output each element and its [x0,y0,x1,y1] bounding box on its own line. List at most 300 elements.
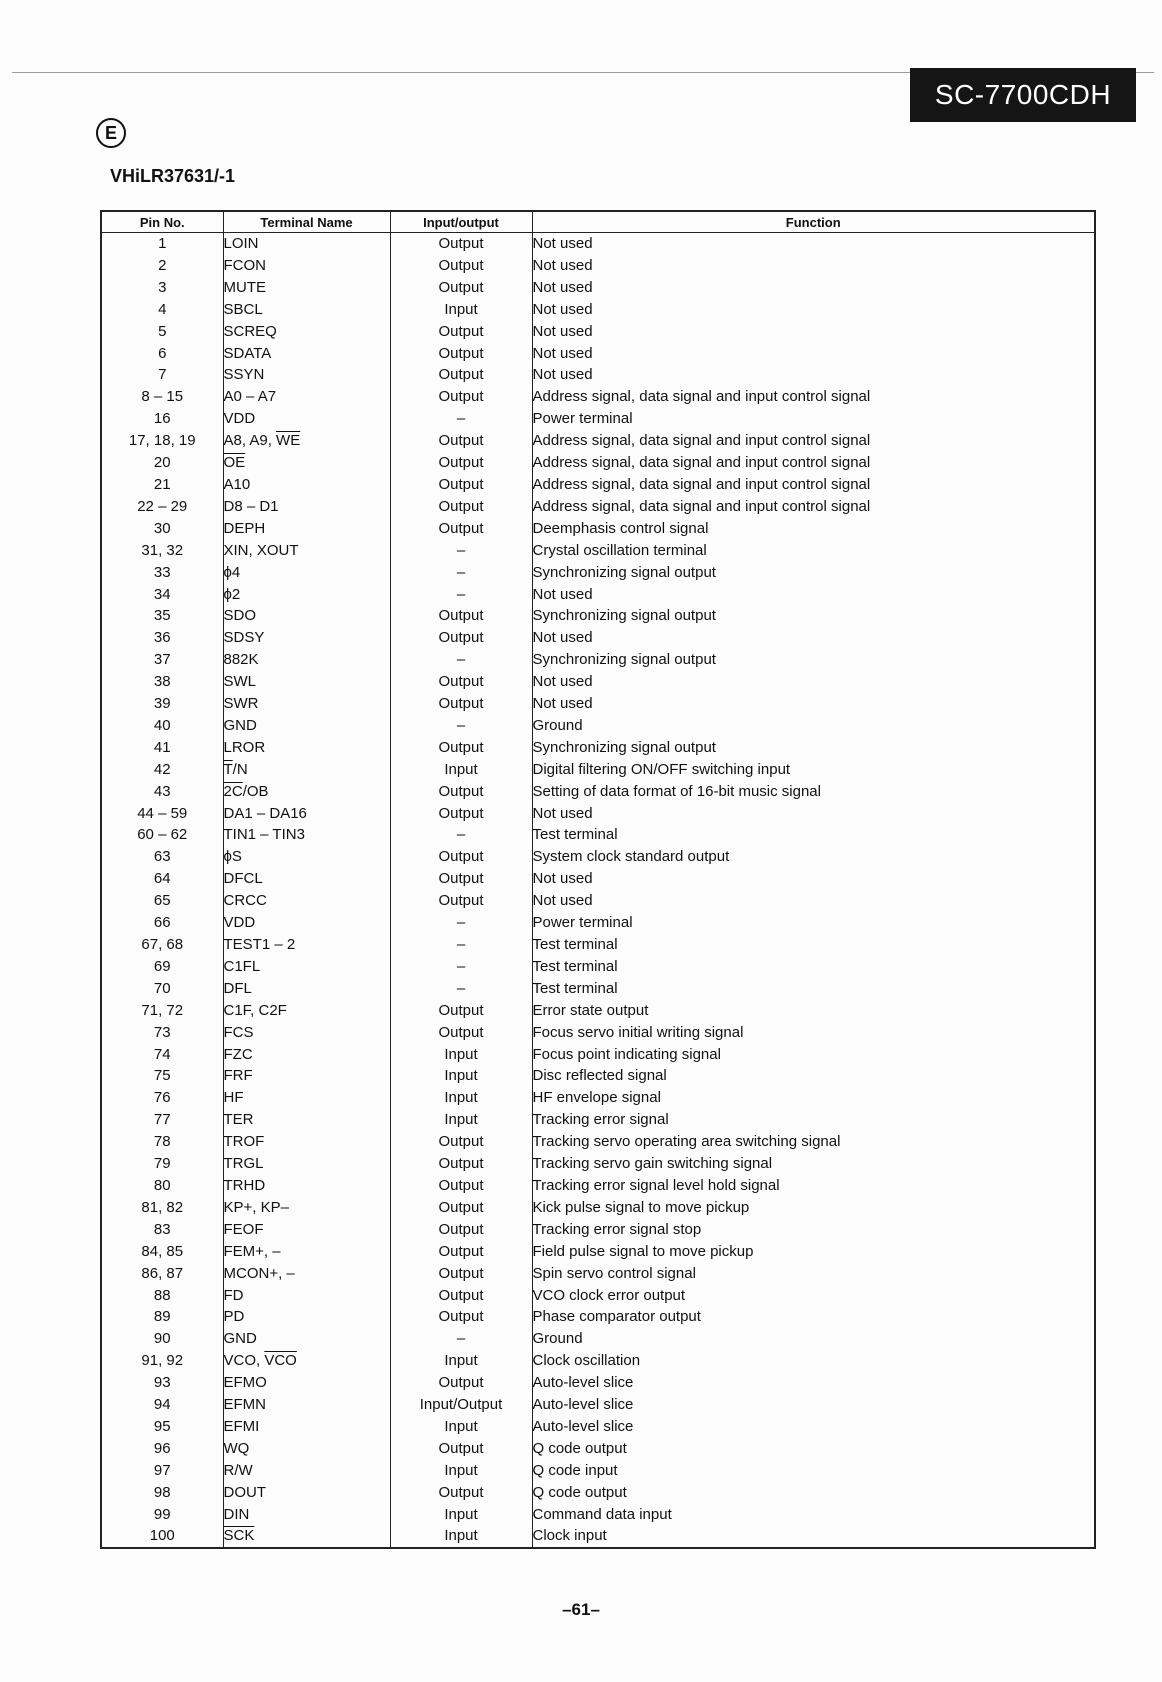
io-direction: Output [390,1197,532,1219]
pin-number: 83 [101,1219,223,1241]
terminal-name: SSYN [223,364,390,386]
function-text: Digital filtering ON/OFF switching input [532,759,1095,781]
pin-number: 94 [101,1394,223,1416]
pin-number: 41 [101,737,223,759]
table-row [101,1131,1095,1153]
pin-number: 3 [101,277,223,299]
function-text: Test terminal [532,956,1095,978]
terminal-name: DOUT [223,1482,390,1504]
io-direction: Output [390,1263,532,1285]
io-direction: Input [390,1504,532,1526]
table-row [101,343,1095,365]
table-row [101,1044,1095,1066]
table-row [101,1416,1095,1438]
io-direction: Output [390,518,532,540]
terminal-name: DIN [223,1504,390,1526]
table-row [101,824,1095,846]
pin-number: 88 [101,1285,223,1307]
table-row [101,474,1095,496]
function-text: Not used [532,277,1095,299]
pin-number: 99 [101,1504,223,1526]
pin-number: 95 [101,1416,223,1438]
function-text: Test terminal [532,934,1095,956]
pin-number: 81, 82 [101,1197,223,1219]
terminal-name: TROF [223,1131,390,1153]
io-direction: Output [390,846,532,868]
pin-number: 67, 68 [101,934,223,956]
table-row [101,430,1095,452]
table-row [101,693,1095,715]
pin-number: 7 [101,364,223,386]
function-text: Q code output [532,1482,1095,1504]
function-text: Synchronizing signal output [532,649,1095,671]
io-direction: Input [390,1525,532,1548]
pin-number: 80 [101,1175,223,1197]
pin-number: 78 [101,1131,223,1153]
table-row [101,1285,1095,1307]
function-text: Not used [532,803,1095,825]
table-row [101,1175,1095,1197]
header-terminal-name: Terminal Name [223,211,390,233]
function-text: Disc reflected signal [532,1065,1095,1087]
pin-number: 84, 85 [101,1241,223,1263]
function-text: Not used [532,627,1095,649]
io-direction: Output [390,1153,532,1175]
terminal-name: FEM+, – [223,1241,390,1263]
table-row [101,1394,1095,1416]
function-text: Tracking error signal [532,1109,1095,1131]
function-text: Not used [532,364,1095,386]
io-direction: Output [390,890,532,912]
terminal-name: EFMI [223,1416,390,1438]
io-direction: Output [390,1306,532,1328]
table-row [101,1087,1095,1109]
table-row [101,934,1095,956]
terminal-name: EFMN [223,1394,390,1416]
pin-number: 37 [101,649,223,671]
terminal-name: SDSY [223,627,390,649]
table-row [101,277,1095,299]
io-direction: – [390,715,532,737]
terminal-name: ϕS [223,846,390,868]
io-direction: – [390,408,532,430]
terminal-name: GND [223,715,390,737]
pin-number: 97 [101,1460,223,1482]
terminal-name: FZC [223,1044,390,1066]
function-text: Error state output [532,1000,1095,1022]
io-direction: Output [390,605,532,627]
io-direction: Output [390,1372,532,1394]
io-direction: Input [390,1065,532,1087]
table-row [101,1525,1095,1548]
io-direction: – [390,584,532,606]
io-direction: Input [390,1416,532,1438]
function-text: Test terminal [532,824,1095,846]
table-row [101,627,1095,649]
io-direction: Output [390,1175,532,1197]
header-row [101,211,1095,233]
terminal-name: TEST1 – 2 [223,934,390,956]
terminal-name: TRGL [223,1153,390,1175]
pin-number: 64 [101,868,223,890]
terminal-name: HF [223,1087,390,1109]
terminal-name: KP+, KP– [223,1197,390,1219]
terminal-name: $\overline{SCK}$ [223,1525,390,1548]
function-text: Tracking servo operating area switching signal [532,1131,1095,1153]
pin-number: 30 [101,518,223,540]
pin-number: 70 [101,978,223,1000]
pin-number: 6 [101,343,223,365]
table-row [101,759,1095,781]
pin-number: 79 [101,1153,223,1175]
table-row [101,803,1095,825]
pin-number: 39 [101,693,223,715]
pin-number: 69 [101,956,223,978]
io-direction: Output [390,452,532,474]
function-text: Tracking error signal level hold signal [532,1175,1095,1197]
terminal-name: PD [223,1306,390,1328]
table-row [101,1241,1095,1263]
function-text: Q code output [532,1438,1095,1460]
io-direction: Output [390,364,532,386]
header-pin-no: Pin No. [101,211,223,233]
io-direction: Input [390,1044,532,1066]
io-direction: Output [390,803,532,825]
io-direction: Output [390,430,532,452]
pin-number: 44 – 59 [101,803,223,825]
table-row [101,1372,1095,1394]
io-direction: Output [390,233,532,255]
pin-number: 63 [101,846,223,868]
function-text: Setting of data format of 16-bit music signal [532,781,1095,803]
io-direction: Output [390,1219,532,1241]
table-row [101,671,1095,693]
terminal-name: ϕ4 [223,562,390,584]
table-row [101,452,1095,474]
pin-number: 21 [101,474,223,496]
function-text: Crystal oscillation terminal [532,540,1095,562]
io-direction: Input [390,1109,532,1131]
io-direction: – [390,978,532,1000]
table-row [101,1000,1095,1022]
pin-number: 77 [101,1109,223,1131]
io-direction: Input [390,1350,532,1372]
function-text: Focus servo initial writing signal [532,1022,1095,1044]
terminal-name: DFL [223,978,390,1000]
terminal-name: CRCC [223,890,390,912]
function-text: Q code input [532,1460,1095,1482]
io-direction: Output [390,1285,532,1307]
io-direction: – [390,649,532,671]
pin-number: 16 [101,408,223,430]
page-number: –61– [562,1600,600,1619]
io-direction: Output [390,627,532,649]
terminal-name: ϕ2 [223,584,390,606]
io-direction: Input [390,299,532,321]
io-direction: Output [390,1482,532,1504]
table-row [101,846,1095,868]
table-row [101,737,1095,759]
terminal-name: FCS [223,1022,390,1044]
function-text: HF envelope signal [532,1087,1095,1109]
pin-number: 38 [101,671,223,693]
table-row [101,1306,1095,1328]
io-direction: Output [390,343,532,365]
io-direction: – [390,912,532,934]
terminal-name: FCON [223,255,390,277]
table-row [101,299,1095,321]
io-direction: Output [390,277,532,299]
table-row [101,1153,1095,1175]
function-text: Field pulse signal to move pickup [532,1241,1095,1263]
io-direction: Output [390,1241,532,1263]
function-text: Test terminal [532,978,1095,1000]
pin-number: 73 [101,1022,223,1044]
pin-number: 17, 18, 19 [101,430,223,452]
pin-number: 86, 87 [101,1263,223,1285]
table-row [101,1022,1095,1044]
table-row [101,1109,1095,1131]
pin-number: 34 [101,584,223,606]
pin-number: 4 [101,299,223,321]
pin-number: 35 [101,605,223,627]
ic-name: VHiLR37631/-1 [110,166,236,186]
io-direction: – [390,934,532,956]
table-row [101,1219,1095,1241]
terminal-name: $\overline{T}/N$ [223,759,390,781]
terminal-name: R/W [223,1460,390,1482]
function-text: Ground [532,1328,1095,1350]
function-text: Focus point indicating signal [532,1044,1095,1066]
table-row [101,584,1095,606]
table-row [101,1065,1095,1087]
region-mark: E [96,118,126,148]
terminal-name: FD [223,1285,390,1307]
io-direction: Output [390,321,532,343]
io-direction: Output [390,1131,532,1153]
function-text: Address signal, data signal and input control signal [532,474,1095,496]
io-direction: – [390,1328,532,1350]
function-text: Power terminal [532,408,1095,430]
pin-number: 76 [101,1087,223,1109]
io-direction: – [390,562,532,584]
table-row [101,781,1095,803]
function-text: Tracking servo gain switching signal [532,1153,1095,1175]
function-text: Clock input [532,1525,1095,1548]
function-text: Synchronizing signal output [532,605,1095,627]
pin-number: 8 – 15 [101,386,223,408]
function-text: Ground [532,715,1095,737]
function-text: Spin servo control signal [532,1263,1095,1285]
table-row [101,408,1095,430]
io-direction: – [390,540,532,562]
function-text: Not used [532,233,1095,255]
header-function: Function [532,211,1095,233]
io-direction: Output [390,474,532,496]
terminal-name: VCO, $\overline{VCO}$ [223,1350,390,1372]
io-direction: Output [390,868,532,890]
io-direction: – [390,956,532,978]
terminal-name: GND [223,1328,390,1350]
table-row [101,715,1095,737]
pin-number: 22 – 29 [101,496,223,518]
terminal-name: C1F, C2F [223,1000,390,1022]
function-text: Not used [532,868,1095,890]
terminal-name: 2C/OB [223,781,390,803]
pin-number: 93 [101,1372,223,1394]
table-row [101,868,1095,890]
function-text: Tracking error signal stop [532,1219,1095,1241]
terminal-name: DEPH [223,518,390,540]
table-row [101,1263,1095,1285]
terminal-name: LROR [223,737,390,759]
function-text: Synchronizing signal output [532,737,1095,759]
function-text: Not used [532,584,1095,606]
terminal-name: SBCL [223,299,390,321]
terminal-name: TER [223,1109,390,1131]
function-text: VCO clock error output [532,1285,1095,1307]
function-text: Not used [532,671,1095,693]
function-text: System clock standard output [532,846,1095,868]
pin-number: 43 [101,781,223,803]
pin-number: 75 [101,1065,223,1087]
pin-number: 91, 92 [101,1350,223,1372]
terminal-name: SDATA [223,343,390,365]
function-text: Not used [532,299,1095,321]
table-row [101,956,1095,978]
terminal-name: WQ [223,1438,390,1460]
function-text: Synchronizing signal output [532,562,1095,584]
function-text: Not used [532,693,1095,715]
terminal-name: LOIN [223,233,390,255]
function-text: Address signal, data signal and input control signal [532,386,1095,408]
terminal-name: A0 – A7 [223,386,390,408]
io-direction: Input [390,759,532,781]
table-row [101,978,1095,1000]
pin-number: 65 [101,890,223,912]
terminal-name: A10 [223,474,390,496]
table-row [101,562,1095,584]
table-row [101,233,1095,255]
terminal-name: SCREQ [223,321,390,343]
function-text: Deemphasis control signal [532,518,1095,540]
io-direction: Input [390,1460,532,1482]
pin-rows [101,233,1095,1549]
terminal-name: MCON+, – [223,1263,390,1285]
io-direction: Output [390,1022,532,1044]
io-direction: Output [390,1000,532,1022]
pin-number: 33 [101,562,223,584]
function-text: Not used [532,321,1095,343]
function-text: Address signal, data signal and input control signal [532,430,1095,452]
terminal-name: VDD [223,408,390,430]
terminal-name: SWR [223,693,390,715]
terminal-name: EFMO [223,1372,390,1394]
pin-number: 71, 72 [101,1000,223,1022]
function-text: Command data input [532,1504,1095,1526]
function-text: Auto-level slice [532,1416,1095,1438]
pin-number: 5 [101,321,223,343]
pin-number: 74 [101,1044,223,1066]
function-text: Power terminal [532,912,1095,934]
io-direction: Output [390,496,532,518]
pin-number: 40 [101,715,223,737]
pin-number: 31, 32 [101,540,223,562]
function-text: Address signal, data signal and input control signal [532,452,1095,474]
pin-number: 36 [101,627,223,649]
function-text: Clock oscillation [532,1350,1095,1372]
terminal-name: FEOF [223,1219,390,1241]
table-row [101,649,1095,671]
header-input-output: Input/output [390,211,532,233]
function-text: Auto-level slice [532,1372,1095,1394]
terminal-name: TIN1 – TIN3 [223,824,390,846]
io-direction: Output [390,671,532,693]
terminal-name: VDD [223,912,390,934]
table-row [101,255,1095,277]
table-row [101,1350,1095,1372]
terminal-name: SDO [223,605,390,627]
pin-number: 20 [101,452,223,474]
table-row [101,1460,1095,1482]
table-row [101,912,1095,934]
pin-number: 90 [101,1328,223,1350]
io-direction: Output [390,693,532,715]
terminal-name: A8, A9, $\overline{WE}$ [223,430,390,452]
terminal-name: 882K [223,649,390,671]
terminal-name: DFCL [223,868,390,890]
io-direction: Input [390,1087,532,1109]
table-row [101,1328,1095,1350]
function-text: Phase comparator output [532,1306,1095,1328]
function-text: Not used [532,255,1095,277]
pin-number: 2 [101,255,223,277]
io-direction: – [390,824,532,846]
terminal-name: XIN, XOUT [223,540,390,562]
terminal-name: DA1 – DA16 [223,803,390,825]
table-row [101,321,1095,343]
terminal-name: C1FL [223,956,390,978]
function-text: Kick pulse signal to move pickup [532,1197,1095,1219]
pin-table [100,210,1096,1549]
function-text: Not used [532,343,1095,365]
table-row [101,386,1095,408]
table-row [101,1482,1095,1504]
terminal-name: $\overline{OE}$ [223,452,390,474]
pin-number: 98 [101,1482,223,1504]
table-row [101,605,1095,627]
terminal-name: MUTE [223,277,390,299]
table-row [101,1504,1095,1526]
pin-number: 89 [101,1306,223,1328]
io-direction: Output [390,781,532,803]
table-row [101,1197,1095,1219]
function-text: Not used [532,890,1095,912]
pin-number: 60 – 62 [101,824,223,846]
terminal-name: FRF [223,1065,390,1087]
terminal-name: D8 – D1 [223,496,390,518]
pin-number: 66 [101,912,223,934]
io-direction: Output [390,255,532,277]
pin-number: 96 [101,1438,223,1460]
pin-number: 1 [101,233,223,255]
table-row [101,1438,1095,1460]
table-row [101,496,1095,518]
table-row [101,890,1095,912]
function-text: Address signal, data signal and input control signal [532,496,1095,518]
table-row [101,540,1095,562]
terminal-name: TRHD [223,1175,390,1197]
